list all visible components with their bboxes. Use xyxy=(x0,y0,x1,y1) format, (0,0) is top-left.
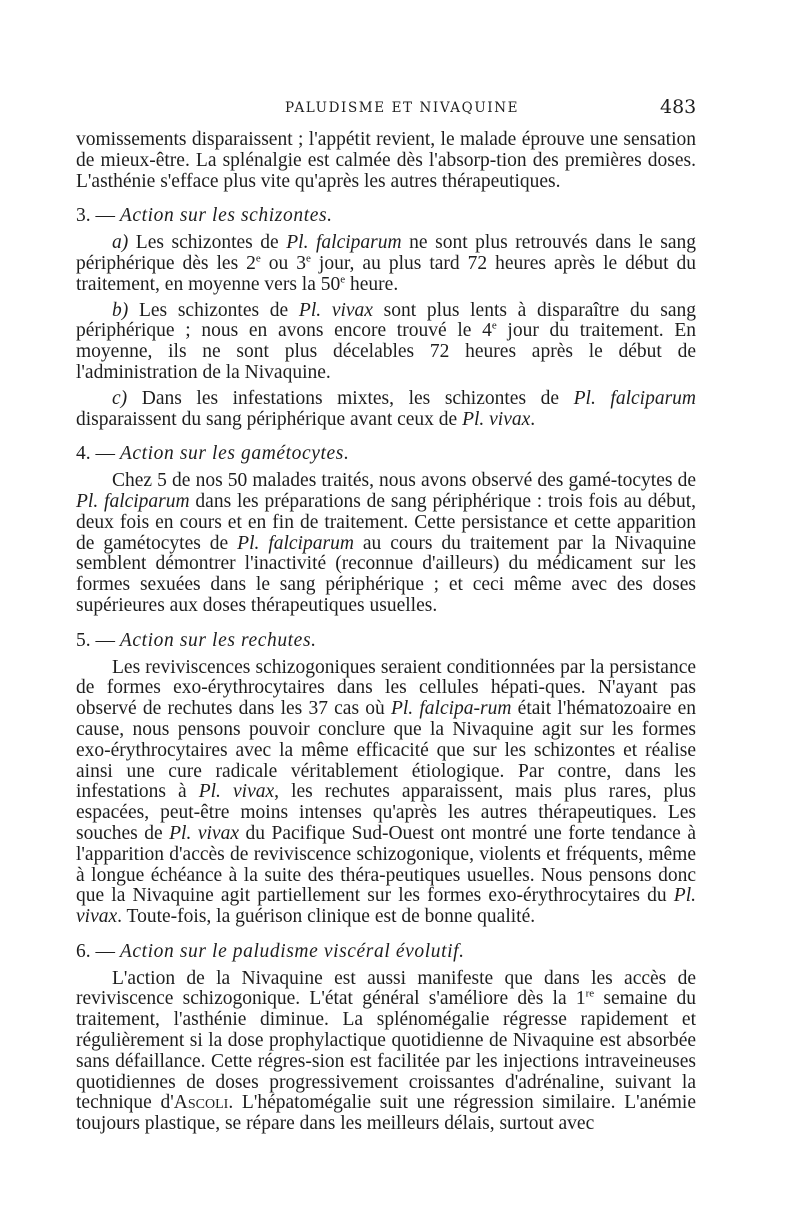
section-number: 6. — xyxy=(76,940,115,962)
section-title: Action sur le paludisme viscéral évolutif. xyxy=(119,940,465,962)
author-name: Ascoli xyxy=(173,1092,229,1114)
text-run: semaine du traitement, l'asthénie diminue. La splénomégalie régresse rapidement et régulièrement si la dose prophylactique quotidienne de Nivaquine est absorbée sans défaillance. Cette régres-sion est facilitée par les injections intraveineuses quotidiennes de doses progressivement croissantes d'adrénaline, suivant la technique d' xyxy=(76,988,696,1114)
body-text xyxy=(76,130,696,1140)
species-name: Pl. vivax xyxy=(76,885,696,928)
text-run: Les reviviscences schizogoniques seraient conditionnées par la persistance de formes exo-érythrocytaires dans les cellules hépati-ques. N'ayant pas observé de rechutes dans les 37 cas où xyxy=(76,656,696,720)
species-name: Pl. vivax xyxy=(198,781,275,803)
text-run: Dans les infestations mixtes, les schizontes de xyxy=(127,387,574,409)
text-run: . xyxy=(530,408,536,430)
superscript: e xyxy=(340,273,346,286)
page-number: 483 xyxy=(660,96,697,118)
text-run: Chez 5 de nos 50 malades traités, nous avons observé des gamé-tocytes de xyxy=(112,470,696,492)
paragraph-6 xyxy=(76,969,696,1135)
text-run: sont plus lents à disparaître du sang périphérique ; nous en avons encore trouvé le 4 xyxy=(76,299,696,342)
text-run: était l'hématozoaire en cause, nous pensons pouvoir conclure que la Nivaquine agit sur les formes exo-érythrocytaires avec la même efficacité que sur les schizontes et réalise ainsi une cure radicale véritablement étiologique. Par contre, dans les infestations à xyxy=(76,698,696,803)
item-label: a) xyxy=(112,232,129,254)
superscript: e xyxy=(491,319,497,332)
section-heading-3 xyxy=(76,206,696,227)
page-header xyxy=(0,96,800,126)
running-title: PALUDISME ET NIVAQUINE xyxy=(285,100,520,116)
text-run: Les schizontes de xyxy=(128,299,299,321)
superscript: e xyxy=(306,252,311,265)
text-run: dans les préparations de sang périphérique : trois fois au début, deux fois en cours et en fin de traitement. Cette persistance et cette apparition de gamétocytes de xyxy=(76,490,696,554)
text-run: , les rechutes apparaissent, mais plus rares, plus espacées, peut-être moins intenses qu'après les autres thérapeutiques. Les souches de xyxy=(76,781,697,844)
paragraph-3b xyxy=(76,301,696,384)
paragraph-3c xyxy=(76,389,696,431)
species-name: Pl. falciparum xyxy=(286,232,402,254)
text-run: disparaissent du sang périphérique avant ceux de xyxy=(76,408,463,430)
text-run: ou 3 xyxy=(260,252,307,274)
text-run: jour du traitement. En moyenne, ils ne sont plus décelables 72 heures après le début de l'administration de la Nivaquine. xyxy=(76,320,697,383)
section-number: 4. — xyxy=(76,443,115,465)
text-run: jour, au plus tard 72 heures après le début du traitement, en moyenne vers la 50 xyxy=(76,252,696,295)
item-label: b) xyxy=(112,299,129,321)
text-run: L'action de la Nivaquine est aussi manifeste que dans les accès de reviviscence schizogonique. L'état général s'améliore dès la 1 xyxy=(76,967,696,1010)
paragraph-4 xyxy=(76,471,696,617)
text-run: heure. xyxy=(345,273,399,295)
text-run: . L'hépatomégalie suit une régression similaire. L'anémie toujours plastique, se répare dans les meilleurs délais, surtout avec xyxy=(76,1092,696,1135)
paragraph-continued: vomissements disparaissent ; l'appétit revient, le malade éprouve une sensation de mieux-être. La splénalgie est calmée dès l'absorp-tion des premières doses. L'asthénie s'efface plus vite qu'après les autres thérapeutiques. xyxy=(76,129,696,192)
section-heading-6 xyxy=(76,942,696,963)
text-run: . Toute-fois, la guérison clinique est de bonne qualité. xyxy=(117,906,536,928)
section-heading-4 xyxy=(76,444,696,465)
paragraph-5 xyxy=(76,658,696,928)
superscript: re xyxy=(585,987,595,1000)
text-run: ne sont plus retrouvés dans le sang périphérique dès les 2 xyxy=(76,232,696,274)
section-title: Action sur les gamétocytes. xyxy=(119,443,350,465)
section-title: Action sur les rechutes. xyxy=(119,629,317,651)
text-run: du Pacifique Sud-Ouest ont montré une forte tendance à l'apparition d'accès de reviviscence schizogonique, violents et fréquents, même à longue échéance à la suite des théra-peutiques usuelles. Nous pensons donc que la Nivaquine agit partiellement sur les formes exo-érythrocytaires du xyxy=(76,822,696,907)
item-label: c) xyxy=(112,387,128,409)
species-name: Pl. vivax xyxy=(462,408,531,430)
section-number: 5. — xyxy=(76,629,115,651)
section-heading-5 xyxy=(76,631,696,652)
section-number: 3. — xyxy=(76,205,115,227)
section-title: Action sur les schizontes. xyxy=(119,205,333,227)
paragraph-3a xyxy=(76,233,696,295)
species-name: Pl. vivax xyxy=(298,299,373,321)
text-run: Les schizontes de xyxy=(128,232,287,254)
text-run: au cours du traitement par la Nivaquine semblent démontrer l'inactivité (reconnue d'ailleurs) du médicament sur les formes sexuées dans le sang périphérique ; et ceci même avec des doses supérieures aux doses thérapeutiques usuelles. xyxy=(76,532,696,616)
species-name: Pl. falcipa-rum xyxy=(390,698,512,720)
species-name: Pl. falciparum xyxy=(76,490,190,512)
species-name: Pl. falciparum xyxy=(573,387,696,409)
species-name: Pl. falciparum xyxy=(237,532,354,554)
superscript: e xyxy=(255,252,261,265)
species-name: Pl. vivax xyxy=(169,822,239,844)
